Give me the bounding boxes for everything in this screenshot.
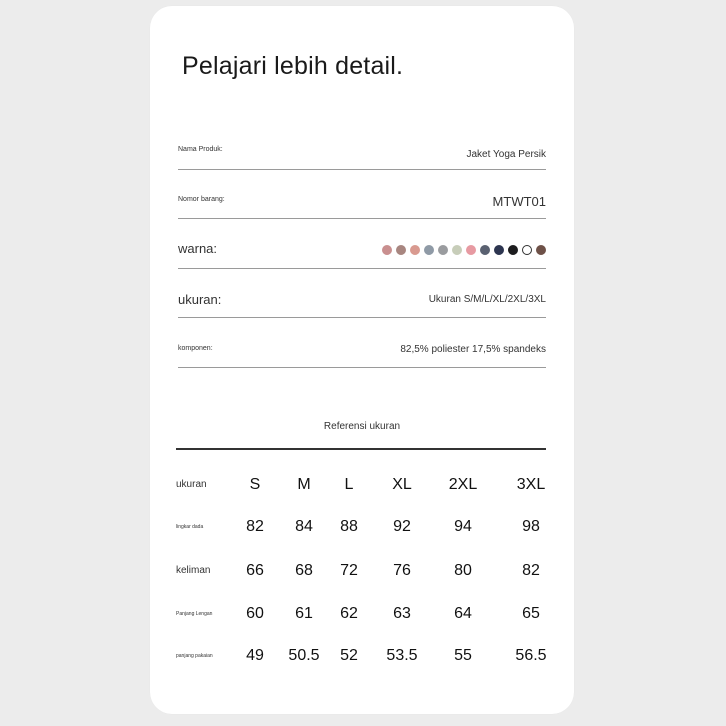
color-swatch-slate <box>480 245 490 255</box>
size-header-row <box>176 473 556 497</box>
item-number-value: MTWT01 <box>492 194 546 209</box>
color-swatch-pink <box>466 245 476 255</box>
table-cell: 68 <box>295 562 313 579</box>
color-swatch-brown <box>536 245 546 255</box>
divider <box>178 367 546 368</box>
size-header-cell: M <box>297 476 311 493</box>
table-cell: 64 <box>454 605 472 622</box>
row-label: Panjang Lengan <box>176 611 213 617</box>
color-swatch-salmon-pink <box>410 245 420 255</box>
size-row <box>178 290 546 319</box>
table-cell: 56.5 <box>515 647 547 664</box>
table-cell: 62 <box>340 605 358 622</box>
table-cell: 80 <box>454 562 472 579</box>
product-name-label: Nama Produk: <box>178 146 223 153</box>
table-cell: 60 <box>246 605 264 622</box>
table-cell: 84 <box>295 518 313 535</box>
table-row <box>176 602 556 626</box>
color-label: warna: <box>178 241 218 256</box>
table-cell: 92 <box>393 518 411 535</box>
table-cell: 82 <box>246 518 264 535</box>
color-swatch-dusty-rose <box>382 245 392 255</box>
divider <box>178 169 546 170</box>
table-cell: 72 <box>340 562 358 579</box>
color-swatch-white <box>522 245 532 255</box>
divider <box>178 218 546 219</box>
component-value: 82,5% poliester 17,5% spandeks <box>400 344 546 355</box>
product-name-row <box>178 145 546 171</box>
table-cell: 50.5 <box>288 647 320 664</box>
row-label: keliman <box>176 565 211 576</box>
table-cell: 63 <box>393 605 411 622</box>
table-cell: 82 <box>522 562 540 579</box>
table-cell: 55 <box>454 647 472 664</box>
size-header-label: ukuran <box>176 479 207 490</box>
component-label: komponen: <box>178 345 213 352</box>
row-label: lingkar dada <box>176 524 204 530</box>
size-reference-divider <box>176 448 546 450</box>
divider <box>178 268 546 269</box>
component-row <box>178 342 546 369</box>
row-label: panjang pakaian <box>176 653 213 659</box>
item-number-row <box>178 193 546 220</box>
size-header-cell: S <box>249 476 261 493</box>
size-label: ukuran: <box>178 292 222 307</box>
size-value: Ukuran S/M/L/XL/2XL/3XL <box>428 294 546 305</box>
size-header-cell: 3XL <box>516 476 546 493</box>
color-swatch-mauve-brown <box>396 245 406 255</box>
color-swatch-blue-gray <box>424 245 434 255</box>
size-header-cell: L <box>344 476 354 493</box>
size-header-cell: XL <box>392 476 412 493</box>
table-cell: 94 <box>454 518 472 535</box>
table-cell: 88 <box>340 518 358 535</box>
table-row <box>176 515 556 539</box>
color-swatches <box>382 245 546 255</box>
size-header-cell: 2XL <box>448 476 478 493</box>
table-cell: 61 <box>295 605 313 622</box>
table-cell: 65 <box>522 605 540 622</box>
color-swatch-gray <box>438 245 448 255</box>
size-reference-title: Referensi ukuran <box>323 421 401 432</box>
color-row <box>178 240 546 270</box>
table-row <box>176 644 556 668</box>
table-cell: 98 <box>522 518 540 535</box>
product-name-value: Jaket Yoga Persik <box>466 149 546 160</box>
table-row <box>176 559 556 583</box>
color-swatch-sage <box>452 245 462 255</box>
color-swatch-navy <box>494 245 504 255</box>
table-cell: 76 <box>393 562 411 579</box>
table-cell: 49 <box>246 647 264 664</box>
divider <box>178 317 546 318</box>
color-swatch-black <box>508 245 518 255</box>
page-title: Pelajari lebih detail. <box>182 52 404 80</box>
table-cell: 52 <box>340 647 358 664</box>
table-cell: 66 <box>246 562 264 579</box>
table-cell: 53.5 <box>386 647 418 664</box>
item-number-label: Nomor barang: <box>178 196 225 203</box>
